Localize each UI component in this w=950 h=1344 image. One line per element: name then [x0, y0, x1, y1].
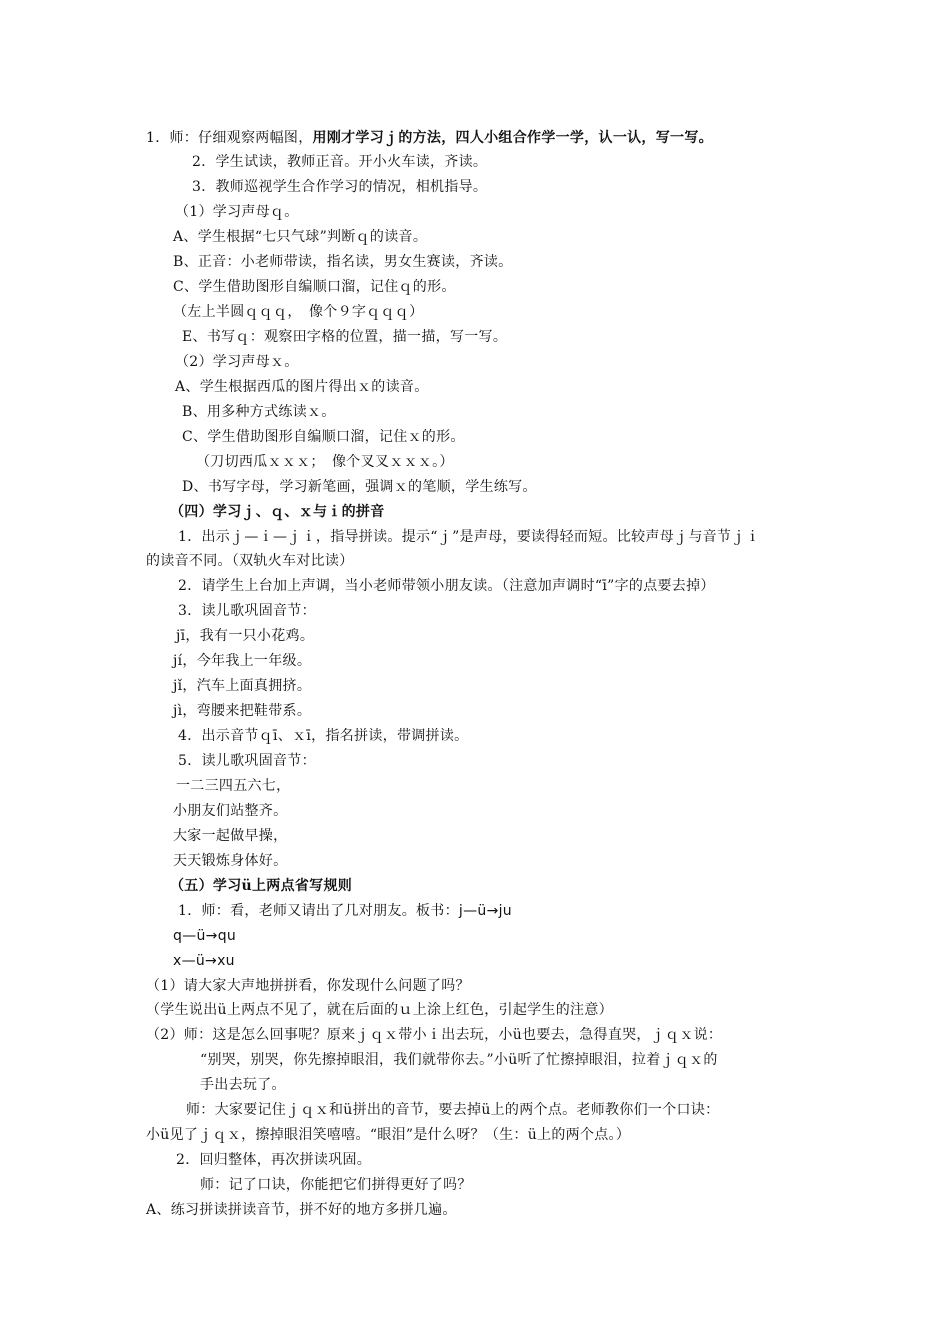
text-line: 的读音不同。（双轨火车对比读） [146, 553, 354, 569]
text-line: C、学生借助图形自编顺口溜，记住ｘ的形。 [182, 429, 465, 445]
text-line: jī，我有一只小花鸡。 [176, 628, 315, 644]
text-line: 小朋友们站整齐。 [173, 803, 288, 819]
text-line: jí，今年我上一年级。 [173, 653, 312, 669]
text-line: 小ü见了ｊｑｘ，擦掉眼泪笑嘻嘻。“眼泪”是什么呀？（生：ü上的两个点。） [146, 1127, 631, 1143]
section-heading: （四）学习ｊ、ｑ、ｘ与ｉ的拼音 [170, 504, 385, 520]
text-line: （1）学习声母ｑ。 [175, 204, 299, 220]
pinyin-formula: x—ü→xu [173, 953, 235, 969]
pinyin-formula: j—ü→ju [458, 903, 512, 919]
text-line: 2．回归整体，再次拼读巩固。 [176, 1152, 372, 1168]
text-line: jǐ，汽车上面真拥挤。 [173, 678, 312, 694]
text-line: 天天锻炼身体好。 [173, 853, 288, 869]
text-line-part: 1．师：仔细观察两幅图， [146, 130, 313, 146]
text-line: D、书写字母，学习新笔画，强调ｘ的笔顺，学生练写。 [182, 479, 537, 495]
pinyin-formula: q—ü→qu [173, 928, 237, 944]
text-line: C、学生借助图形自编顺口溜，记住ｑ的形。 [173, 279, 456, 295]
text-line: A、学生根据西瓜的图片得出ｘ的读音。 [175, 379, 429, 395]
text-line: B、正音：小老师带读，指名读，男女生赛读，齐读。 [173, 254, 513, 270]
text-line: 5．读儿歌巩固音节： [178, 753, 316, 769]
text-line: A、练习拼读拼读音节，拼不好的地方多拼几遍。 [146, 1202, 457, 1218]
text-line: 师：记了口诀，你能把它们拼得更好了吗？ [200, 1177, 472, 1193]
text-line-emphasis: 用刚才学习ｊ的方法，四人小组合作学一学，认一认，写一写。 [312, 130, 713, 146]
text-line: 一二三四五六七， [176, 778, 291, 794]
text-line: 4．出示音节ｑī、ｘī，指名拼读，带调拼读。 [178, 728, 469, 744]
text-line: 3．教师巡视学生合作学习的情况，相机指导。 [192, 179, 488, 195]
text-line: B、用多种方式练读ｘ。 [182, 404, 336, 420]
text-line: jì，弯腰来把鞋带系。 [173, 703, 312, 719]
text-line: （学生说出ü上两点不见了，就在后面的ｕ上涂上红色，引起学生的注意） [146, 1002, 613, 1018]
text-line: 2．学生试读，教师正音。开小火车读，齐读。 [192, 154, 488, 170]
text-line: 手出去玩了。 [200, 1077, 286, 1093]
text-line: 大家一起做早操， [173, 828, 288, 844]
text-line: E、书写ｑ：观察田字格的位置，描一描，写一写。 [182, 329, 508, 345]
text-line: 2．请学生上台加上声调，当小老师带领小朋友读。（注意加声调时“ī”字的点要去掉） [178, 578, 715, 594]
text-line-part: 1．师：看，老师又请出了几对朋友。板书： [178, 903, 459, 919]
text-line: （左上半圆ｑｑｑ， 像个９字ｑｑｑ） [173, 304, 424, 320]
text-line: （1）请大家大声地拼拼看，你发现什么问题了吗？ [146, 978, 470, 994]
text-line: （2）学习声母ｘ。 [175, 354, 299, 370]
text-line: 1．出示ｊ—ｉ—ｊｉ，指导拼读。提示“ｊ”是声母，要读得轻而短。比较声母ｊ与音节ｊｉ [178, 529, 760, 545]
text-line: 师：大家要记住ｊｑｘ和ü拼出的音节，要去掉ü上的两个点。老师教你们一个口诀： [186, 1102, 720, 1118]
text-line: A、学生根据“七只气球”判断ｑ的读音。 [173, 229, 428, 245]
text-line: （刀切西瓜ｘｘｘ； 像个叉叉ｘｘｘ。） [196, 454, 454, 470]
text-line: （2）师：这是怎么回事呢？原来ｊｑｘ带小ｉ出去玩，小ü也要去，急得直哭，ｊｑｘ说： [146, 1027, 723, 1043]
text-line [146, 128, 713, 148]
section-heading: （五）学习ü上两点省写规则 [170, 878, 353, 894]
text-line [178, 901, 512, 921]
text-line: “别哭，别哭，你先擦掉眼泪，我们就带你去。”小ü听了忙擦掉眼泪，拉着ｊｑｘ的 [200, 1052, 718, 1068]
text-line: 3．读儿歌巩固音节： [178, 603, 316, 619]
